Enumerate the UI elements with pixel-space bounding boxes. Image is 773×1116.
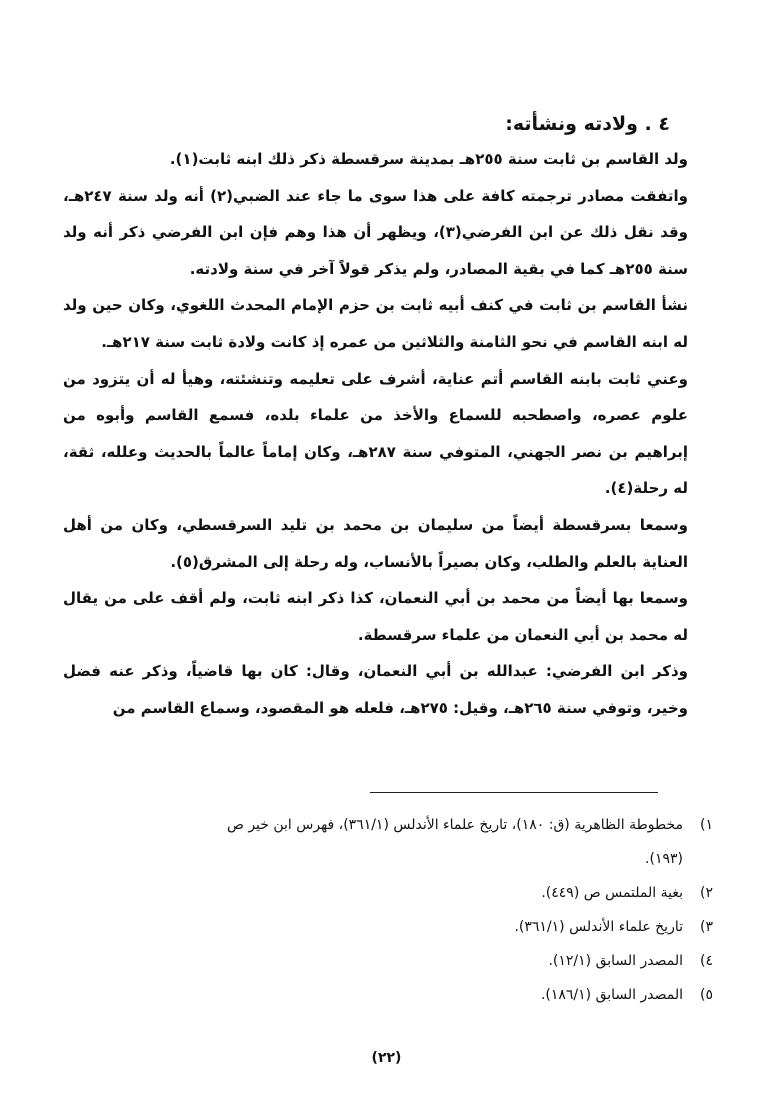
- paragraph-4: وعني ثابت بابنه القاسم أتم عناية، أشرف على تعليمه وتنشئته، وهيأ له أن يتزود من علوم عصره، واصطحبه للسماع والأخذ من علماء بلده، فسمع القاسم وأبوه من إبراهيم بن نصر الجهني، المتوفي سنة ٢٨٧هـ، وكان إماماً عالماً بالحديث وعلله، ثقة، له رحلة(٤).: [63, 369, 688, 498]
- section-heading: ٤ . ولادته ونشأته:: [505, 113, 670, 135]
- footnote-separator: [370, 792, 658, 793]
- footnote-number: ٤): [700, 953, 713, 969]
- paragraph-6: وسمعا بها أيضاً من محمد بن أبي النعمان، كذا ذكر ابنه ثابت، ولم أقف على من يقال له محمد بن أبي النعمان من علماء سرقسطة.: [63, 589, 688, 644]
- footnote-1: [73, 808, 713, 842]
- footnote-text: تاريخ علماء الأندلس (٣٦١/١).: [514, 919, 683, 935]
- footnote-text: مخطوطة الظاهرية (ق: ١٨٠)، تاريخ علماء الأندلس (٣٦١/١)، فهرس ابن خير ص: [226, 817, 683, 833]
- paragraph-7: وذكر ابن الفرضي: عبدالله بن أبي النعمان، وقال: كان بها قاضياً، وذكر عنه فضل وخير، وتوفي سنة ٢٦٥هـ، وقيل: ٢٧٥هـ، فلعله هو المقصود، وسماع القاسم من: [63, 662, 688, 717]
- page-number: (٢٢): [371, 1050, 402, 1066]
- footnote-text: المصدر السابق (١٨٦/١).: [540, 987, 683, 1003]
- footnote-text: بغية الملتمس ص (٤٤٩).: [541, 885, 683, 901]
- footnote-number: ٣): [700, 919, 713, 935]
- paragraph-1: ولد القاسم بن ثابت سنة ٢٥٥هـ بمدينة سرقسطة ذكر ذلك ابنه ثابت(١).: [169, 150, 688, 168]
- paragraph-2: واتفقت مصادر ترجمته كافة على هذا سوى ما جاء عند الضبي(٢) أنه ولد سنة ٢٤٧هـ، وقد نقل ذلك عن ابن الفرضي(٣)، ويظهر أن هذا وهم فإن ابن الفرضي ذكر أنه ولد سنة ٢٥٥هـ كما في بقية المصادر، ولم يذكر قولاً آخر في سنة ولادته.: [63, 186, 689, 278]
- paragraph-5: وسمعا بسرقسطة أيضاً من سليمان بن محمد بن تليد السرقسطي، وكان من أهل العناية بالعلم والطلب، وكان بصيراً بالأنساب، وله رحلة إلى المشرق(٥).: [63, 515, 688, 571]
- footnote-text: المصدر السابق (١٢/١).: [548, 953, 683, 969]
- footnotes: [73, 808, 713, 1012]
- footnote-number: ٥): [700, 987, 713, 1003]
- footnote-2: [73, 876, 713, 910]
- footnote-number: ٢): [700, 885, 713, 901]
- footnote-4: [73, 944, 713, 978]
- body-text: [63, 141, 716, 727]
- paragraph-3: نشأ القاسم بن ثابت في كنف أبيه ثابت بن حزم الإمام المحدث اللغوي، وكان حين ولد له ابنه القاسم في نحو الثامنة والثلاثين من عمره إذ كانت ولادة ثابت سنة ٢١٧هـ.: [63, 296, 688, 351]
- footnote-5: [73, 978, 713, 1012]
- footnote-3: [73, 910, 713, 944]
- footnote-1-continuation: (١٩٣).: [645, 851, 683, 867]
- footnote-number: ١): [700, 817, 713, 833]
